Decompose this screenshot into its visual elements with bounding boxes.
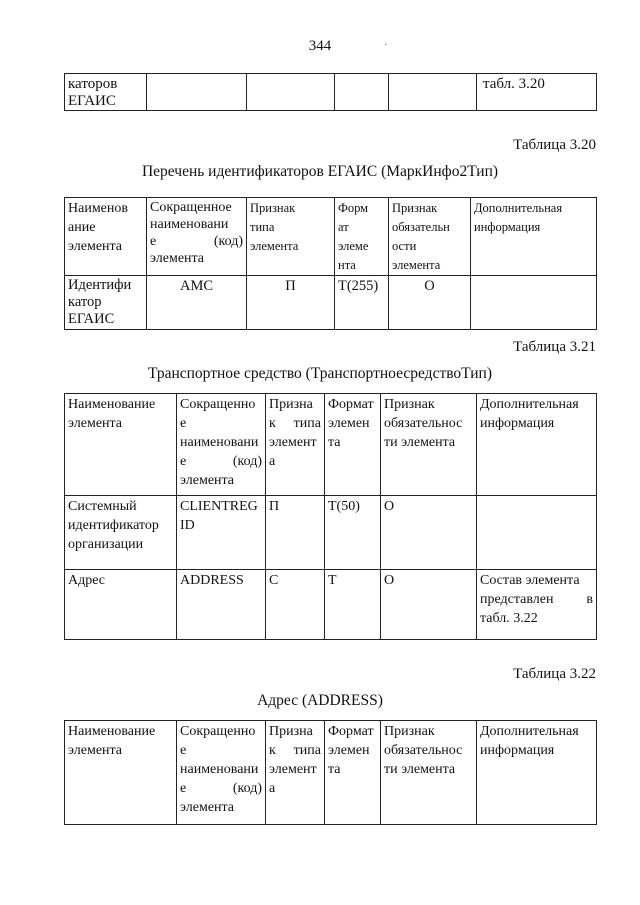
table-row: [65, 496, 597, 570]
header-cell: Признак обязательн ости элемента: [389, 198, 471, 276]
data-cell: П: [266, 496, 325, 570]
carry-cell-ref: табл. 3.20: [477, 74, 597, 111]
header-cell: Дополнительная информация: [477, 721, 597, 825]
scan-speck: ·: [384, 40, 388, 51]
data-cell: CLIENTREG ID: [177, 496, 266, 570]
carry-cell: [147, 74, 247, 111]
table-3-21: [64, 393, 597, 640]
carry-row: [65, 74, 597, 111]
carry-cell: [247, 74, 335, 111]
header-cell: Форм ат элеме нта: [335, 198, 389, 276]
header-cell: Формат элемен та: [325, 394, 381, 496]
data-cell: Т: [325, 570, 381, 640]
table-caption: Таблица 3.22: [513, 666, 596, 682]
header-cell: Наименование элемента: [65, 394, 177, 496]
table-3-22: [64, 720, 597, 825]
header-cell: Признак обязательнос ти элемента: [381, 394, 477, 496]
data-cell: ADDRESS: [177, 570, 266, 640]
data-cell: О: [381, 570, 477, 640]
carry-cell: [335, 74, 389, 111]
data-cell: AMC: [147, 276, 247, 330]
table-header-row: [65, 394, 597, 496]
header-cell: Дополнительная информация: [471, 198, 597, 276]
data-cell: Состав элемента представлен в табл. 3.22: [477, 570, 597, 640]
data-cell: О: [389, 276, 471, 330]
data-cell: О: [381, 496, 477, 570]
table-title: Транспортное средство (ТранспортноесредствоТип): [147, 365, 493, 382]
header-cell: Формат элемен та: [325, 721, 381, 825]
table-title: Перечень идентификаторов ЕГАИС (МаркИнфо2Тип): [141, 163, 499, 180]
table-row: [65, 570, 597, 640]
table-header-row: [65, 198, 597, 276]
data-cell: П: [247, 276, 335, 330]
header-cell: Сокращенное наименовани е (код) элемента: [147, 198, 247, 276]
carry-table: [64, 73, 597, 111]
table-caption: Таблица 3.20: [513, 137, 596, 153]
carry-cell: [389, 74, 477, 111]
header-cell: Дополнительная информация: [477, 394, 597, 496]
page-number: 344: [308, 38, 332, 54]
data-cell: T(255): [335, 276, 389, 330]
header-cell: Сокращенно е наименовани е (код) элемента: [177, 721, 266, 825]
carry-cell-name: каторов ЕГАИС: [65, 74, 147, 111]
header-cell: Сокращенно е наименовани е (код) элемента: [177, 394, 266, 496]
data-cell: T(50): [325, 496, 381, 570]
data-cell: [477, 496, 597, 570]
table-3-20: [64, 197, 597, 330]
table-row: [65, 276, 597, 330]
data-cell: [471, 276, 597, 330]
header-cell: Призна к типа элемент а: [266, 721, 325, 825]
header-cell: Наименов ание элемента: [65, 198, 147, 276]
table-title: Адрес (ADDRESS): [257, 692, 383, 709]
header-cell: Призна к типа элемент а: [266, 394, 325, 496]
data-cell: С: [266, 570, 325, 640]
table-caption: Таблица 3.21: [513, 339, 596, 355]
data-cell: Адрес: [65, 570, 177, 640]
data-cell: Системный идентификатор организации: [65, 496, 177, 570]
header-cell: Наименование элемента: [65, 721, 177, 825]
data-cell: Идентифи катор ЕГАИС: [65, 276, 147, 330]
header-cell: Признак типа элемента: [247, 198, 335, 276]
table-header-row: [65, 721, 597, 825]
header-cell: Признак обязательнос ти элемента: [381, 721, 477, 825]
